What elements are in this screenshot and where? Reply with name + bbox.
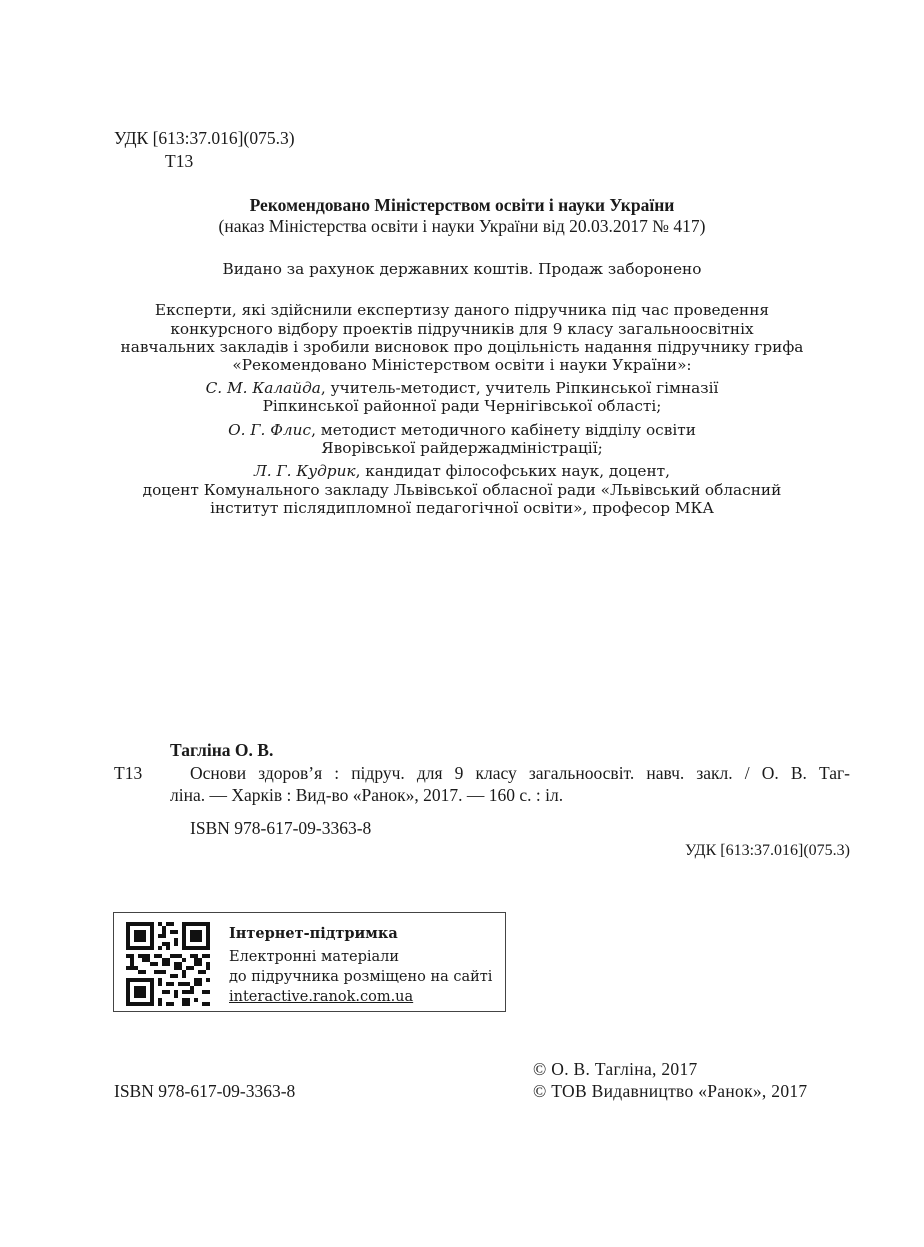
expert-2-line2: Яворівської райдержадміністрації;: [321, 439, 603, 457]
experts-intro-line: «Рекомендовано Міністерством освіти і науки України»:: [232, 356, 692, 374]
catalog-udk: УДК [613:37.016](075.3): [684, 842, 850, 859]
expert-3-name: Л. Г. Кудрик: [254, 462, 356, 480]
internet-support-link[interactable]: interactive.ranok.com.ua: [229, 989, 414, 1005]
internet-support-title: Інтернет-підтримка: [229, 925, 398, 942]
catalog-code: Т13: [114, 763, 143, 783]
catalog-description-line2: ліна. — Харків : Вид-во «Ранок», 2017. — 160 с. : іл.: [170, 785, 564, 805]
expert-3-line3: інститут післядипломної педагогічної освіти», професор МКА: [210, 499, 714, 517]
expert-2-line1: О. Г. Флис, методист методичного кабінету відділу освіти: [228, 421, 696, 439]
expert-2-name: О. Г. Флис: [228, 421, 312, 439]
internet-support-box: [113, 912, 506, 1012]
expert-1-name: С. М. Калайда: [205, 379, 321, 397]
catalog-description-line1: Основи здоров’я : підруч. для 9 класу загальноосвіт. навч. закл. / О. В. Таг-: [190, 763, 850, 783]
experts-intro-line: конкурсного відбору проектів підручників для 9 класу загальноосвітніх: [170, 320, 754, 338]
catalog-author: Тагліна О. В.: [170, 740, 274, 760]
expert-1-line1: С. М. Калайда, учитель-методист, учитель Ріпкинської гімназії: [205, 379, 719, 397]
footer-isbn: ISBN 978-617-09-3363-8: [114, 1081, 296, 1101]
expert-3-line1: Л. Г. Кудрик, кандидат філософських наук, доцент,: [254, 462, 670, 480]
recommendation-order: (наказ Міністерства освіти і науки України від 20.03.2017 № 417): [218, 216, 706, 236]
qr-code-icon: [126, 922, 210, 1006]
experts-intro-line: навчальних закладів і зробили висновок про доцільність надання підручнику грифа: [120, 338, 804, 356]
expert-3-line2: доцент Комунального закладу Львівської обласної ради «Львівський обласний: [142, 481, 782, 499]
internet-support-line2: до підручника розміщено на сайті: [229, 969, 493, 985]
copyright-publisher: © ТОВ Видавництво «Ранок», 2017: [533, 1081, 808, 1101]
expert-1-line2: Ріпкинської районної ради Чернігівської області;: [262, 397, 662, 415]
udk-code-top: УДК [613:37.016](075.3): [114, 128, 295, 148]
funding-note: Видано за рахунок державних коштів. Продаж заборонено: [222, 260, 702, 278]
experts-intro-line: Експерти, які здійснили експертизу даного підручника під час проведення: [154, 301, 770, 319]
recommendation-title: Рекомендовано Міністерством освіти і науки України: [249, 195, 675, 215]
catalog-code-top: Т13: [165, 151, 194, 171]
copyright-author: © О. В. Тагліна, 2017: [533, 1059, 698, 1079]
internet-support-line1: Електронні матеріали: [229, 949, 400, 965]
catalog-isbn: ISBN 978-617-09-3363-8: [190, 818, 372, 838]
